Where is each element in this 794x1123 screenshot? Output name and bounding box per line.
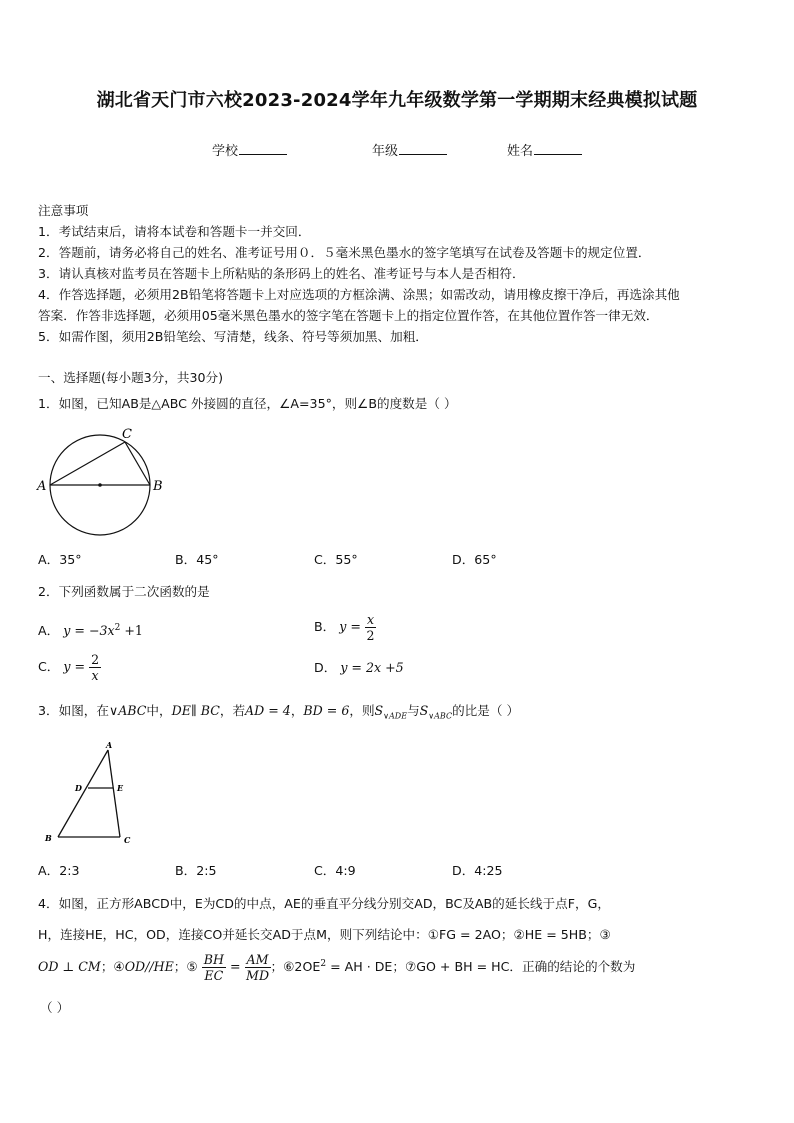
grade-blank[interactable]: [399, 143, 447, 155]
q3-text-3: ，若: [219, 703, 246, 718]
label-c: C: [124, 835, 131, 845]
q4-sep-4: ；④: [100, 959, 125, 974]
q4-line-4: （ ）: [40, 1000, 70, 1015]
note-item-1: 1．考试结束后，请将本试卷和答题卡一并交回．: [38, 224, 311, 239]
side-ab: [58, 750, 108, 837]
q1-option-b[interactable]: B．45°: [175, 552, 219, 567]
q1-figure: [34, 422, 174, 540]
q2-b-lhs: y =: [339, 619, 361, 634]
school-field[interactable]: [212, 140, 287, 159]
q4-tail: = AH · DE；⑦GO + BH = HC．正确的结论的个数为: [326, 959, 636, 974]
q3-text-6: 与: [407, 703, 420, 718]
q4-od-par-he: OD//HE: [124, 959, 174, 974]
q4-num-am: AM: [246, 952, 269, 967]
center-point: [98, 483, 102, 487]
q2-b-prefix: B．: [314, 619, 336, 634]
q2-c-prefix: C．: [38, 659, 60, 674]
chord-ac: [50, 442, 125, 485]
school-blank[interactable]: [239, 143, 287, 155]
label-e: E: [117, 783, 124, 793]
q4-line-3: [38, 952, 635, 983]
q4-num-bh: BH: [203, 952, 224, 967]
label-b: B: [45, 833, 52, 843]
q3-option-c[interactable]: C．4:9: [314, 863, 356, 878]
q3-option-b[interactable]: B．2:5: [175, 863, 217, 878]
q4-sup-2: 2: [320, 958, 327, 969]
q3-ad: AD = 4: [245, 703, 291, 718]
q2-c-lhs: y =: [63, 659, 86, 674]
q2-a-expr: = −3x: [70, 623, 115, 639]
q3-s2: S: [419, 703, 429, 718]
q1-option-d[interactable]: D．65°: [452, 552, 497, 567]
q4-od-perp-cm: OD ⊥ CM: [38, 959, 101, 974]
label-d: D: [75, 783, 82, 793]
note-item-4-cont: 答案．作答非选择题，必须用05毫米黑色墨水的签字笔在答题卡上的指定位置作答，在其他位置作答一律无效．: [38, 308, 659, 323]
note-item-2: 2．答题前，请务必将自己的姓名、准考证号用０．５毫米黑色墨水的签字笔填写在试卷及答题卡的规定位置．: [38, 245, 651, 260]
label-a: A: [37, 479, 47, 494]
page-title: 湖北省天门市六校2023-2024学年九年级数学第一学期期末经典模拟试题: [96, 90, 698, 111]
q3-option-a[interactable]: A．2:3: [38, 863, 80, 878]
q4-den-ec: EC: [204, 968, 224, 983]
q4-line-2: H，连接HE，HC，OD，连接CO并延长交AD于点M，则下列结论中：①FG = 2AO；②HE = 5HB；③: [38, 927, 611, 942]
q2-a-prefix: A．: [38, 623, 60, 639]
q4-fraction-am-md: [245, 952, 271, 983]
label-c: C: [122, 427, 132, 442]
chord-cb: [125, 442, 150, 485]
q2-a-y: y: [63, 623, 71, 639]
q2-d-expr: y = 2x +5: [340, 660, 404, 675]
name-blank[interactable]: [534, 143, 582, 155]
note-item-5: 5．如需作图，须用2B铅笔绘、写清楚，线条、符号等须加黑、加粗．: [38, 329, 428, 344]
q3-triangle: ∨ABC: [108, 703, 147, 718]
q4-line-1: 4．如图，正方形ABCD中，E为CD的中点，AE的垂直平分线分别交AD，BC及AB的延长线于点F，G，: [38, 896, 610, 911]
notes-heading: 注意事项: [38, 203, 89, 218]
q2-stem: 2．下列函数属于二次函数的是: [38, 584, 210, 599]
q4-equals: =: [229, 959, 241, 974]
q2-c-den: x: [91, 668, 99, 683]
grade-field[interactable]: [372, 140, 447, 159]
q2-a-sup: 2: [114, 623, 121, 633]
q2-option-d[interactable]: [314, 660, 404, 676]
q2-b-fraction: [365, 612, 376, 643]
q2-b-num: x: [366, 612, 375, 627]
q2-option-b[interactable]: [314, 612, 376, 643]
q3-figure: [40, 740, 140, 848]
q2-c-fraction: [89, 652, 101, 683]
q1-option-c[interactable]: C．55°: [314, 552, 358, 567]
q2-option-a[interactable]: [38, 620, 143, 639]
q2-d-prefix: D．: [314, 660, 337, 675]
q1-stem: 1．如图，已知AB是△ABC 外接圆的直径，∠A=35°，则∠B的度数是（ ）: [38, 396, 457, 411]
q3-stem: [38, 703, 519, 725]
q3-text-1: 3．如图，在: [38, 703, 109, 718]
q3-text-2: 中，: [146, 703, 172, 718]
name-label: 姓名: [507, 144, 534, 159]
q4-sep-6: ；⑥2OE: [270, 959, 321, 974]
q2-c-num: 2: [91, 652, 100, 667]
school-label: 学校: [212, 144, 239, 159]
q3-s1: S: [374, 703, 384, 718]
q1-option-a[interactable]: A．35°: [38, 552, 82, 567]
note-item-3: 3．请认真核对监考员在答题卡上所粘贴的条形码上的姓名、准考证号与本人是否相符．: [38, 266, 525, 281]
q3-parallel: DE∥ BC: [171, 703, 220, 718]
q2-option-c[interactable]: [38, 652, 101, 683]
note-item-4: 4．作答选择题，必须用2B铅笔将答题卡上对应选项的方框涂满、涂黑；如需改动，请用橡皮擦干净后，再选涂其他: [38, 287, 680, 302]
q4-den-md: MD: [246, 968, 270, 983]
grade-label: 年级: [372, 144, 399, 159]
q3-text-4: ，: [290, 703, 304, 718]
q3-text-5: ，则: [349, 703, 375, 718]
q4-fraction-bh-ec: [202, 952, 226, 983]
label-b: B: [153, 479, 163, 494]
side-ac: [108, 750, 120, 837]
q2-a-tail: +1: [120, 623, 143, 639]
q3-s1-sub: ∨ADE: [383, 711, 408, 721]
section-heading: 一、选择题(每小题3分，共30分): [38, 370, 223, 385]
q3-text-7: 的比是（ ）: [452, 703, 520, 718]
name-field[interactable]: [507, 140, 582, 159]
q4-sep-5: ；⑤: [173, 959, 198, 974]
q3-bd: BD = 6: [303, 703, 350, 718]
label-a: A: [106, 740, 113, 750]
q3-option-d[interactable]: D．4:25: [452, 863, 503, 878]
q2-b-den: 2: [366, 628, 375, 643]
q3-s2-sub: ∨ABC: [428, 711, 453, 721]
